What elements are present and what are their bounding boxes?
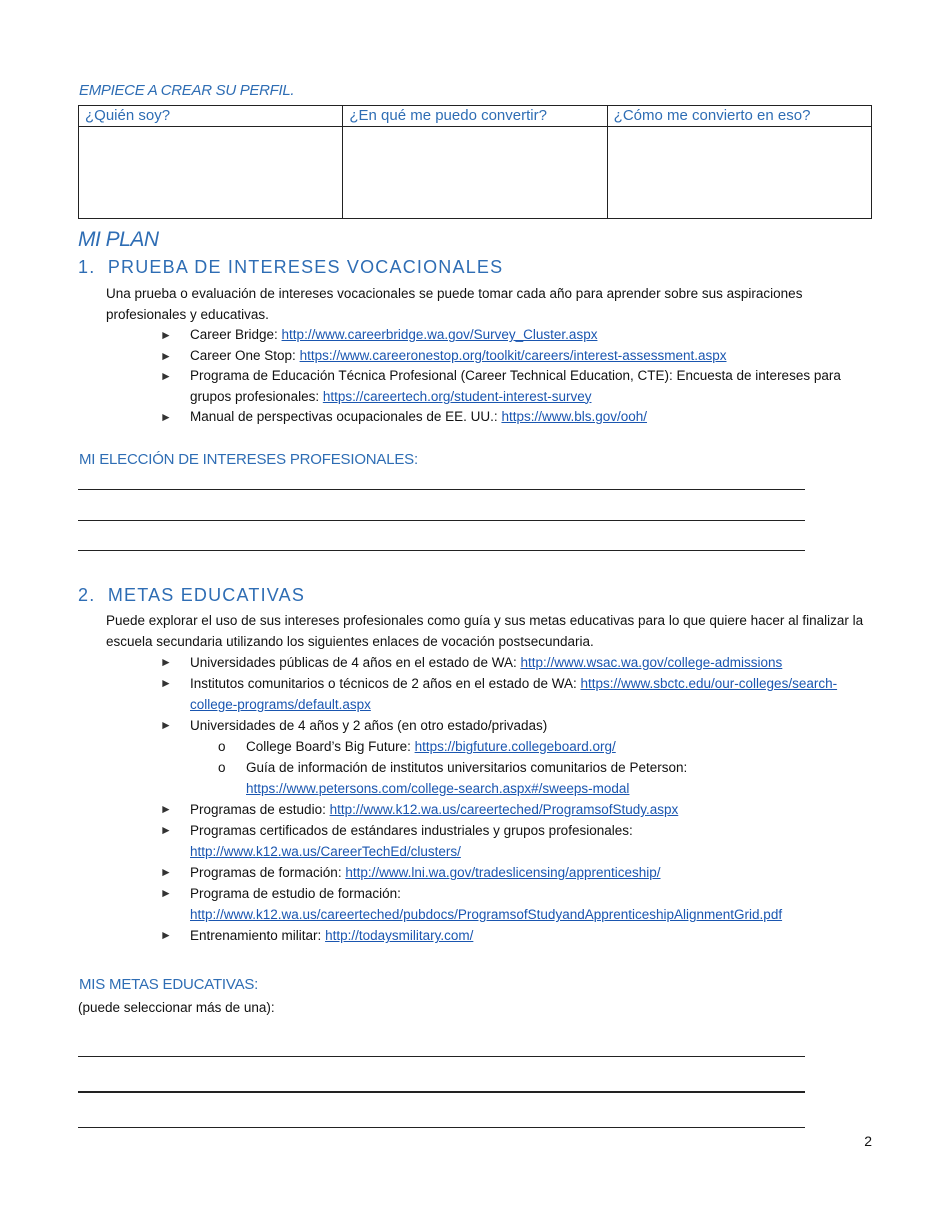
bullet-icon: ► [160,865,172,879]
bullet-icon: ► [160,676,172,690]
section2-list [160,652,872,946]
list-item: ► Career Bridge: http://www.careerbridge.wa.gov/Survey_Cluster.aspx [160,325,872,346]
petersons-link[interactable]: https://www.petersons.com/college-search.aspx#/sweeps-modal [246,781,630,796]
goals-heading: MIS METAS EDUCATIVAS: [79,976,259,993]
profile-cell-who[interactable] [79,127,343,219]
programs-of-study-link[interactable]: http://www.k12.wa.us/careerteched/ProgramsofStudy.aspx [329,802,679,817]
bullet-icon: ► [160,886,172,900]
bullet-icon: ► [160,823,172,837]
section2-number: 2. [78,585,96,605]
section2-intro: Puede explorar el uso de sus intereses profesionales como guía y sus metas educativas para lo que quiere hacer al finalizar la escuela secundaria utilizando los siguientes enlaces de vocación postsecundaria. [106,613,864,649]
list-item: ► Programa de estudio de formación: http://www.k12.wa.us/careerteched/pubdocs/ProgramsofStudyandApprenticeshipAlignmentGrid.pdf [160,883,872,925]
profile-col-who: ¿Quién soy? [79,106,343,127]
answer-line[interactable] [78,1091,805,1093]
sub-list [190,736,872,799]
answer-line[interactable] [78,520,805,521]
section1-number: 1. [78,257,96,277]
bullet-icon: ► [160,718,172,732]
profile-col-become: ¿En qué me puedo convertir? [343,106,607,127]
clusters-link[interactable]: http://www.k12.wa.us/CareerTechEd/clusters/ [190,844,461,859]
bullet-icon: ► [160,348,172,363]
list-item: ► Programa de Educación Técnica Profesional (Career Technical Education, CTE): Encuesta de intereses para grupos profesionales: https://careertech.org/student-interest-survey [160,368,841,404]
bullet-icon: ► [160,369,172,383]
bullet-icon: ► [160,328,172,342]
sbctc-link[interactable]: https://www.sbctc.edu/our-colleges/search-college-programs/default.aspx [190,676,838,712]
list-item: ► Career One Stop: https://www.careeronestop.org/toolkit/careers/interest-assessment.aspx [160,346,872,367]
list-item: ► Programas de formación: http://www.lni.wa.gov/tradeslicensing/apprenticeship/ [160,862,872,883]
career-bridge-link[interactable]: http://www.careerbridge.wa.gov/Survey_Cluster.aspx [281,327,598,342]
profile-heading: EMPIECE A CREAR SU PERFIL. [79,82,295,99]
sub-list-item: o Guía de información de institutos universitarios comunitarios de Peterson: https://www.petersons.com/college-search.aspx#/sweeps-modal [190,757,872,799]
section2-heading [78,585,305,606]
profile-cell-how[interactable] [607,127,871,219]
list-item: ► Institutos comunitarios o técnicos de 2 años en el estado de WA: https://www.sbctc.edu/our-colleges/search-college-programs/default.aspx [160,673,872,715]
circle-bullet-icon: o [218,739,226,754]
wsac-link[interactable]: http://www.wsac.wa.gov/college-admissions [520,655,783,670]
bigfuture-link[interactable]: https://bigfuture.collegeboard.org/ [414,739,616,754]
profile-col-how: ¿Cómo me convierto en eso? [607,106,871,127]
list-item: ► Universidades de 4 años y 2 años (en otro estado/privadas) o College Board’s Big Future: https://bigfuture.collegeboard.org/ o Guía de información de institutos universitarios comunitarios de Peterson: https://www.petersons.com/college-search.aspx#/sweeps-modal [160,715,872,799]
bullet-icon: ► [160,655,172,669]
section1-heading [78,257,503,278]
answer-line[interactable] [78,1127,805,1128]
profile-cell-become[interactable] [343,127,607,219]
list-item: ► Entrenamiento militar: http://todaysmilitary.com/ [160,925,872,946]
bls-ooh-link[interactable]: https://www.bls.gov/ooh/ [501,409,648,424]
bullet-icon: ► [160,802,172,816]
circle-bullet-icon: o [218,760,226,775]
section1-list [160,325,872,428]
section2-title: METAS EDUCATIVAS [107,585,306,605]
answer-line[interactable] [78,550,805,551]
goals-note: (puede seleccionar más de una): [78,1000,275,1015]
military-link[interactable]: http://todaysmilitary.com/ [325,928,474,943]
answer-line[interactable] [78,1056,805,1057]
section1-intro: Una prueba o evaluación de intereses vocacionales se puede tomar cada año para aprender sobre sus aspiraciones profesionales y educativas. [106,286,803,322]
cte-survey-link[interactable]: https://careertech.org/student-interest-survey [322,388,592,404]
plan-heading: MI PLAN [78,228,159,251]
bullet-icon: ► [160,928,172,942]
sub-list-item: o College Board’s Big Future: https://bigfuture.collegeboard.org/ [190,736,872,757]
section1-title: PRUEBA DE INTERESES VOCACIONALES [107,257,504,277]
apprenticeship-link[interactable]: http://www.lni.wa.gov/tradeslicensing/apprenticeship/ [345,865,661,880]
alignment-grid-link[interactable]: http://www.k12.wa.us/careerteched/pubdocs/ProgramsofStudyandApprenticeshipAlignmentGrid.pdf [190,907,783,922]
answer-line[interactable] [78,489,805,490]
career-choice-heading: MI ELECCIÓN DE INTERESES PROFESIONALES: [79,451,418,468]
list-item: ► Programas de estudio: http://www.k12.wa.us/careerteched/ProgramsofStudy.aspx [160,799,872,820]
list-item: ► Universidades públicas de 4 años en el estado de WA: http://www.wsac.wa.gov/college-admissions [160,652,872,673]
page-number: 2 [864,1133,872,1149]
bullet-icon: ► [160,410,172,424]
list-item: ► Manual de perspectivas ocupacionales de EE. UU.: https://www.bls.gov/ooh/ [160,407,872,428]
list-item: ► Programas certificados de estándares industriales y grupos profesionales: http://www.k12.wa.us/CareerTechEd/clusters/ [160,820,872,862]
career-one-stop-link[interactable]: https://www.careeronestop.org/toolkit/careers/interest-assessment.aspx [299,347,727,363]
profile-table [78,105,872,219]
